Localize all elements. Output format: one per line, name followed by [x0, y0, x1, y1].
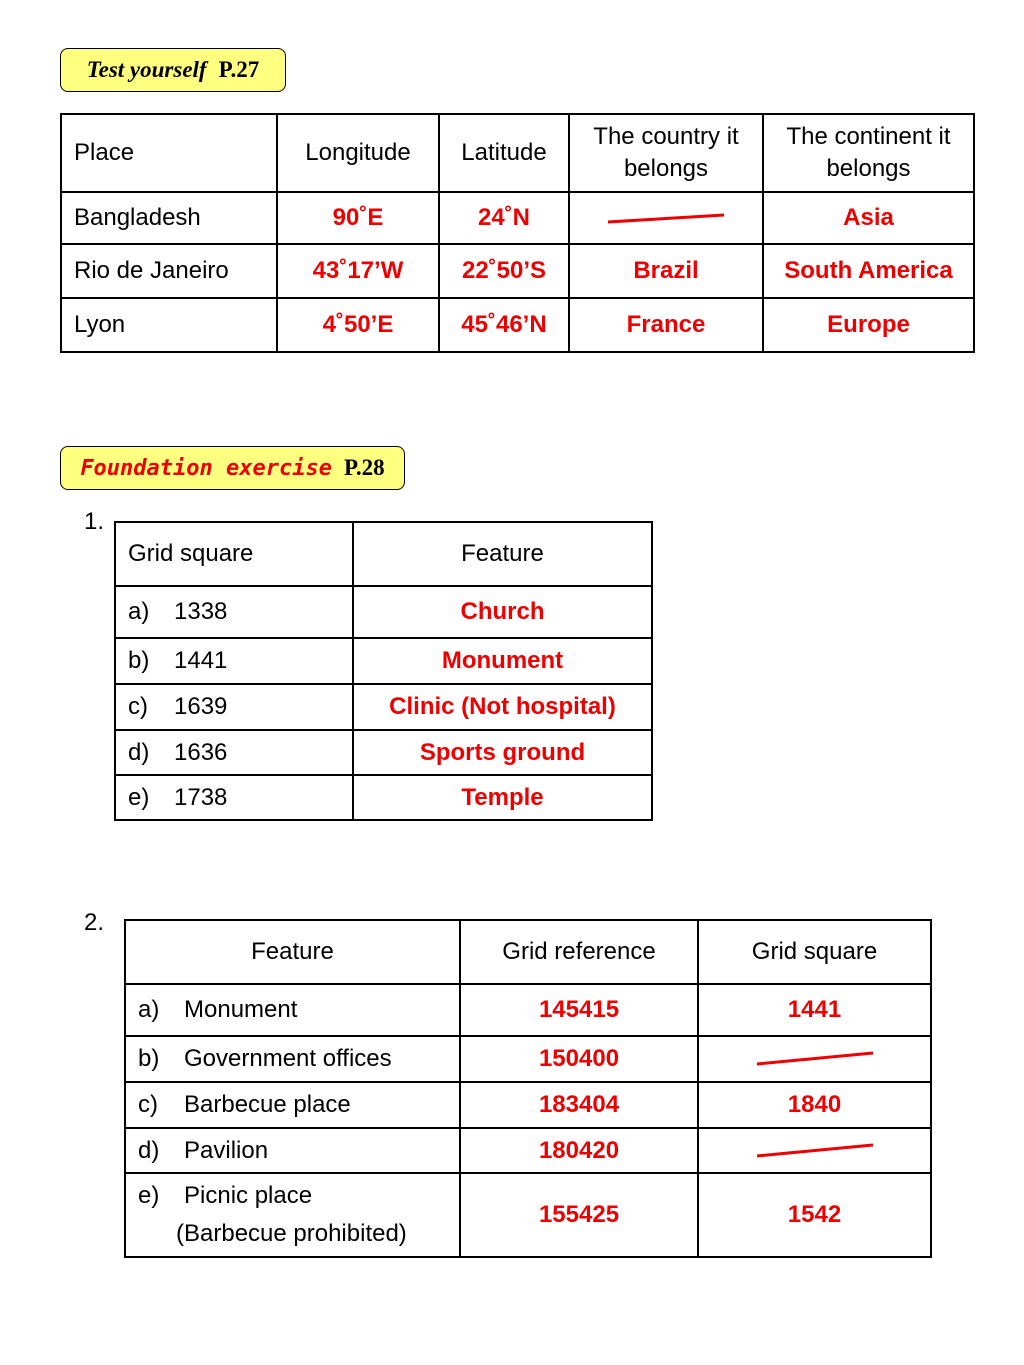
table-header-row — [115, 522, 652, 586]
grid-square-cell — [115, 730, 353, 775]
continent-cell: Europe — [763, 298, 974, 352]
grid-square-cell — [115, 775, 353, 820]
grid-square-cell — [115, 638, 353, 684]
header-country: The country it belongs — [569, 114, 763, 192]
feature-value: Monument — [184, 996, 298, 1023]
grid-reference-cell: 180420 — [460, 1128, 698, 1173]
place-cell: Bangladesh — [61, 192, 277, 244]
feature-cell — [125, 1082, 460, 1128]
longitude-cell: 90˚E — [277, 192, 439, 244]
feature-cell: Church — [353, 586, 652, 638]
row-label: c) — [128, 693, 148, 720]
question-1-number: 1. — [84, 508, 105, 535]
feature-value: Pavilion — [184, 1136, 269, 1164]
grid-square-cell: 1542 — [698, 1173, 931, 1257]
latitude-cell: 24˚N — [439, 192, 569, 244]
header-longitude: Longitude — [277, 114, 439, 192]
header-place: Place — [61, 114, 277, 192]
header-feature: Feature — [125, 920, 460, 984]
grid-reference-cell: 150400 — [460, 1036, 698, 1082]
continent-cell: Asia — [763, 192, 974, 244]
foundation-exercise-title: Foundation exercise — [80, 455, 332, 481]
row-label: b) — [128, 647, 150, 674]
grid-square-value: 1441 — [174, 647, 228, 674]
header-grid-square: Grid square — [698, 920, 931, 984]
place-coordinates-table — [60, 113, 975, 353]
grid-square-cell: 1840 — [698, 1082, 931, 1128]
header-latitude: Latitude — [439, 114, 569, 192]
longitude-cell: 43˚17’W — [277, 244, 439, 298]
table-row — [115, 586, 652, 638]
grid-square-cell-not-applicable — [698, 1036, 931, 1082]
feature-cell: Temple — [353, 775, 652, 820]
latitude-cell: 22˚50’S — [439, 244, 569, 298]
grid-square-value: 1338 — [174, 598, 228, 625]
table-row — [125, 984, 931, 1036]
row-label: e) — [128, 783, 150, 811]
foundation-exercise-page: P.28 — [343, 455, 385, 480]
country-cell-not-applicable — [569, 192, 763, 244]
row-label: a) — [128, 598, 150, 625]
grid-reference-cell: 145415 — [460, 984, 698, 1036]
grid-square-feature-table — [114, 521, 653, 821]
header-grid-reference: Grid reference — [460, 920, 698, 984]
table-header-row — [61, 114, 974, 192]
feature-cell: Monument — [353, 638, 652, 684]
continent-cell: South America — [763, 244, 974, 298]
test-yourself-title: Test yourself — [86, 57, 207, 82]
row-label: d) — [138, 1136, 160, 1164]
grid-reference-cell: 155425 — [460, 1173, 698, 1257]
feature-note: (Barbecue prohibited) — [176, 1220, 407, 1247]
table-row — [61, 192, 974, 244]
country-cell: France — [569, 298, 763, 352]
feature-cell — [125, 984, 460, 1036]
row-label: b) — [138, 1045, 160, 1072]
not-applicable-dash-icon — [753, 1141, 877, 1161]
not-applicable-dash-icon — [604, 211, 728, 225]
feature-value: Government offices — [184, 1045, 392, 1072]
grid-reference-cell: 183404 — [460, 1082, 698, 1128]
test-yourself-page: P.27 — [218, 57, 260, 82]
feature-cell — [125, 1036, 460, 1082]
feature-cell: Sports ground — [353, 730, 652, 775]
grid-square-cell: 1441 — [698, 984, 931, 1036]
header-continent: The continent it belongs — [763, 114, 974, 192]
grid-square-cell — [115, 684, 353, 730]
row-label: c) — [138, 1091, 158, 1118]
feature-cell — [125, 1128, 460, 1173]
grid-square-value: 1636 — [174, 738, 228, 766]
grid-square-value: 1639 — [174, 693, 228, 720]
country-cell: Brazil — [569, 244, 763, 298]
foundation-exercise-tag — [60, 446, 405, 490]
table-row — [125, 1173, 931, 1257]
feature-value: Barbecue place — [184, 1091, 351, 1118]
feature-cell — [125, 1173, 460, 1257]
table-row — [115, 775, 652, 820]
header-feature: Feature — [353, 522, 652, 586]
not-applicable-dash-icon — [753, 1049, 877, 1069]
place-cell: Rio de Janeiro — [61, 244, 277, 298]
latitude-cell: 45˚46’N — [439, 298, 569, 352]
row-label: e) — [138, 1182, 160, 1209]
table-row — [125, 1036, 931, 1082]
table-row — [61, 244, 974, 298]
table-header-row — [125, 920, 931, 984]
row-label: a) — [138, 996, 160, 1023]
table-row — [115, 730, 652, 775]
longitude-cell: 4˚50’E — [277, 298, 439, 352]
place-cell: Lyon — [61, 298, 277, 352]
row-label: d) — [128, 738, 150, 766]
grid-square-cell-not-applicable — [698, 1128, 931, 1173]
feature-value: Picnic place — [184, 1182, 313, 1209]
table-row — [115, 638, 652, 684]
table-row — [115, 684, 652, 730]
test-yourself-tag — [60, 48, 286, 92]
grid-square-value: 1738 — [174, 783, 228, 811]
feature-grid-reference-table — [124, 919, 932, 1258]
question-2-number: 2. — [84, 909, 105, 936]
table-row — [61, 298, 974, 352]
table-row — [125, 1128, 931, 1173]
table-row — [125, 1082, 931, 1128]
grid-square-cell — [115, 586, 353, 638]
feature-cell: Clinic (Not hospital) — [353, 684, 652, 730]
header-grid-square: Grid square — [115, 522, 353, 586]
